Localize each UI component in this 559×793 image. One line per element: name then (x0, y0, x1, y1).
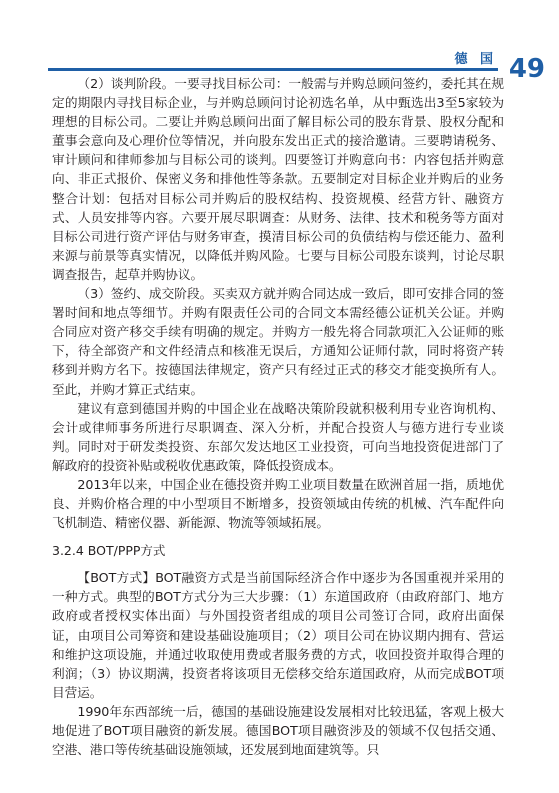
paragraph-signing-stage: （3）签约、成交阶段。买卖双方就并购合同达成一致后，即可安排合同的签署时间和地点等细节。并购有限责任公司的合同文本需经德公证机关公证。并购合同应对资产移交手续有明确的规定。并购方一般先将合同款项汇入公证师的账下，待全部资产和文件经清点和核准无误后，方通知公证师付款，同时将资产转移到并购方名下。按德国法律规定，资产只有经过正式的移交才能变换所有人。至此，并购才算正式结束。 (52, 286, 504, 397)
header-rule (48, 68, 498, 71)
paragraph-advice: 建议有意到德国并购的中国企业在战略决策阶段就积极利用专业咨询机构、会计或律师事务所进行尽职调查、深入分析，并配合投资人与德方进行专业谈判。同时对于研发类投资、东部欠发达地区工业投资，可向当地投资促进部门了解政府的投资补贴或税收优惠政策，降低投资成本。 (52, 400, 504, 473)
paragraph-2013-trend: 2013年以来，中国企业在德投资并购工业项目数量在欧洲首屈一指，质地优良、并购价格合理的中小型项目不断增多，投资领域由传统的机械、汽车配件向飞机制造、精密仪器、新能源、物流等领域拓展。 (52, 476, 504, 531)
page-body (52, 74, 504, 759)
paragraph-bot-method: 【BOT方式】BOT融资方式是当前国际经济合作中逐步为各国重视并采用的一种方式。典型的BOT方式分为三大步骤：（1）东道国政府（由政府部门、地方政府或者授权实体出面）与外国投资者组成的项目公司签订合同，政府出面保证，由项目公司筹资和建设基础设施项目；（2）项目公司在协议期内拥有、营运和维护这项设施，并通过收取使用费或者服务费的方式，收回投资并取得合理的利润；（3）协议期满，投资者将该项目无偿移交给东道国政府，从而完成BOT项目营运。 (52, 570, 504, 700)
page-number: 49 (508, 54, 545, 84)
running-header-label: 德 国 (454, 52, 497, 67)
paragraph-1990-development: 1990年东西部统一后，德国的基础设施建设发展相对比较迅猛，客观上极大地促进了BOT项目融资的新发展。德国BOT项目融资涉及的领域不仅包括交通、空港、港口等传统基础设施领域，还发展到地面建筑等。只 (52, 703, 504, 758)
paragraph-negotiation-stage: （2）谈判阶段。一要寻找目标公司：一般需与并购总顾问签约，委托其在规定的期限内寻找目标企业，与并购总顾问讨论初选名单，从中甄选出3至5家较为理想的目标公司。二要让并购总顾问出面了解目标公司的股东背景、股权分配和董事会意向及心理价位等情况，并向股东发出正式的接洽邀请。三要聘请税务、审计顾问和律师参加与目标公司的谈判。四要签订并购意向书：内容包括并购意向、非正式报价、保密义务和排他性等条款。五要制定对目标企业并购后的业务整合计划：包括对目标公司并购后的股权结构、投资规模、经营方针、融资方式、人员安排等内容。六要开展尽职调查：从财务、法律、技术和税务等方面对目标公司进行资产评估与财务审查，摸清目标公司的负债结构与偿还能力、盈利来源与前景等真实情况，以降低并购风险。七要与目标公司股东谈判，讨论尽职调查报告，起草并购协议。 (52, 76, 504, 282)
section-heading: 3.2.4 BOT/PPP方式 (52, 543, 166, 559)
